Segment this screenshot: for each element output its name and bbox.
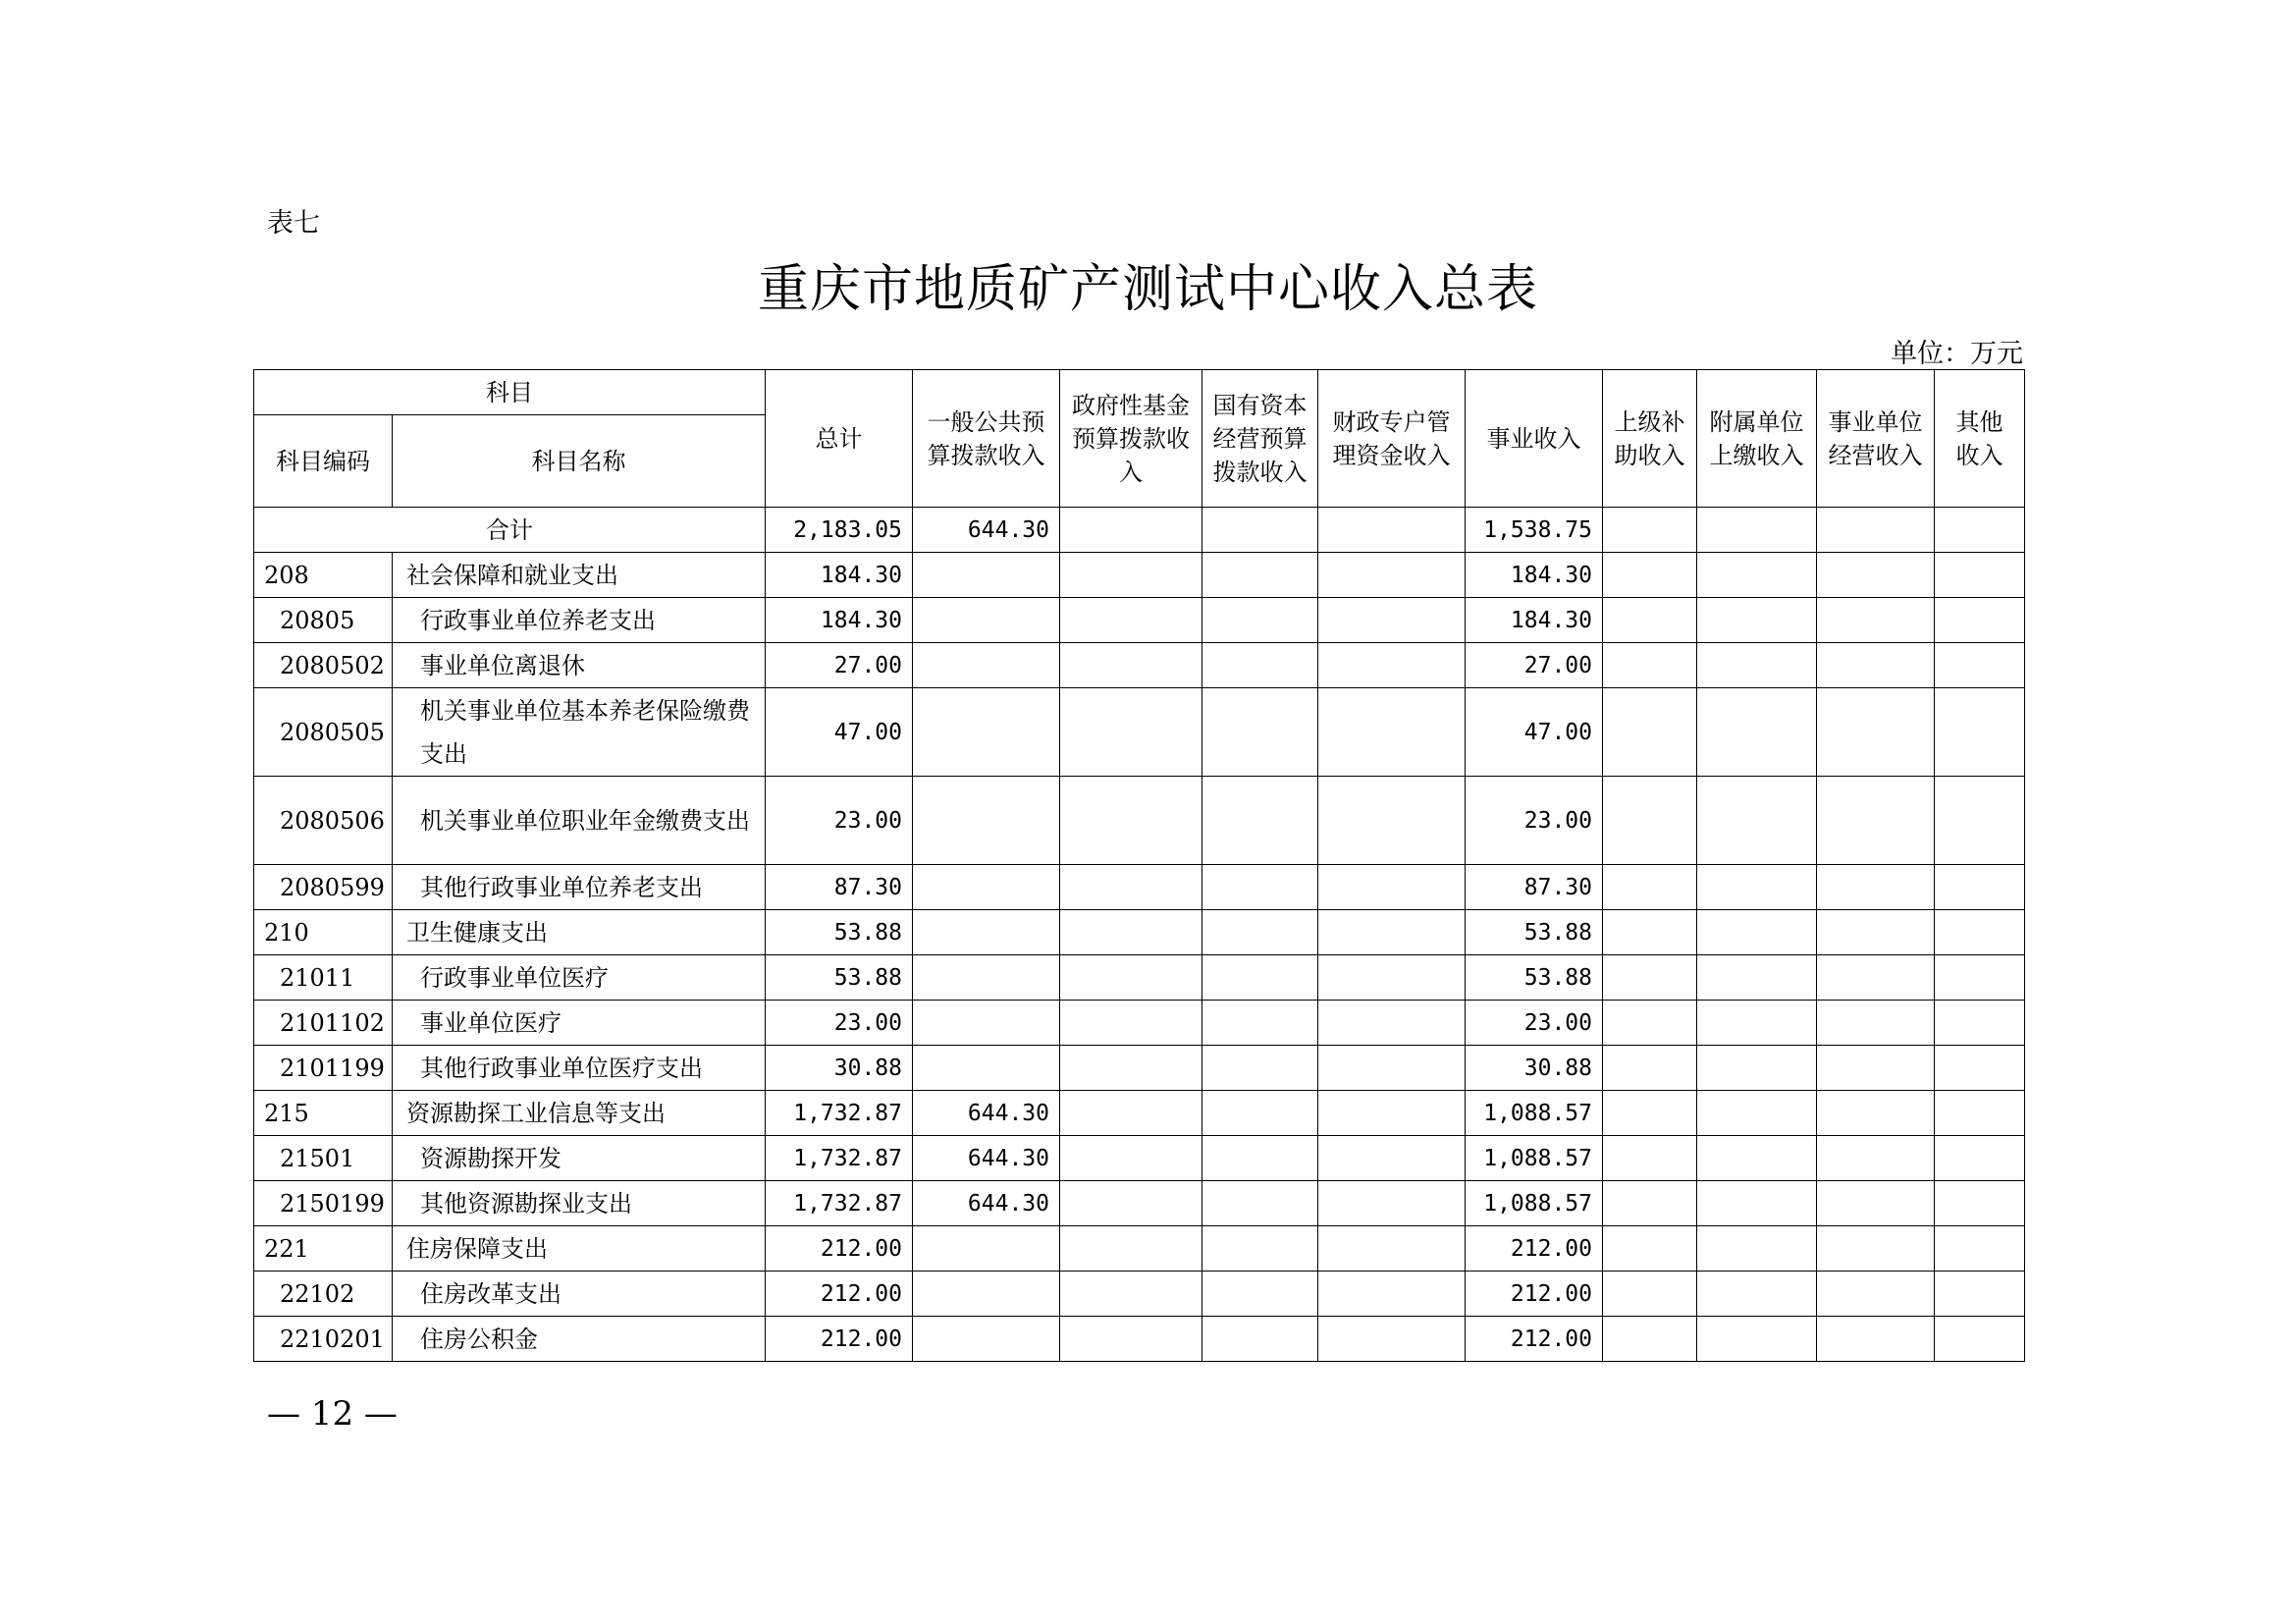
total-cell: 47.00 [766, 688, 913, 777]
total-cell: 53.88 [766, 955, 913, 1001]
general-budget-cell: 644.30 [913, 1181, 1060, 1226]
total-row-total: 2,183.05 [766, 508, 913, 553]
total-cell: 23.00 [766, 1001, 913, 1046]
general-budget-cell [913, 598, 1060, 643]
business-income-cell: 212.00 [1466, 1317, 1603, 1362]
subject-name-cell: 住房保障支出 [393, 1226, 766, 1272]
general-budget-cell [913, 1272, 1060, 1317]
business-income-cell: 1,088.57 [1466, 1136, 1603, 1181]
table-row [254, 910, 2025, 955]
table-row [254, 1272, 2025, 1317]
total-cell: 87.30 [766, 865, 913, 910]
general-budget-cell [913, 1317, 1060, 1362]
business-income-cell: 212.00 [1466, 1272, 1603, 1317]
header-fiscal-special: 财政专户管理资金收入 [1318, 370, 1466, 508]
business-income-cell: 53.88 [1466, 955, 1603, 1001]
general-budget-cell: 644.30 [913, 1136, 1060, 1181]
header-subject-code: 科目编码 [254, 415, 393, 508]
subject-name-cell: 住房公积金 [393, 1317, 766, 1362]
subject-name-cell: 社会保障和就业支出 [393, 553, 766, 598]
general-budget-cell [913, 1226, 1060, 1272]
business-income-cell: 1,088.57 [1466, 1091, 1603, 1136]
table-row [254, 1181, 2025, 1226]
business-income-cell: 1,088.57 [1466, 1181, 1603, 1226]
table-row [254, 1317, 2025, 1362]
unit-label: 单位：万元 [1891, 339, 2023, 369]
subject-code-cell: 2101102 [254, 1001, 393, 1046]
business-income-cell: 23.00 [1466, 777, 1603, 865]
header-state-capital: 国有资本经营预算拨款收入 [1202, 370, 1318, 508]
subject-code-cell: 208 [254, 553, 393, 598]
subject-code-cell: 22102 [254, 1272, 393, 1317]
business-income-cell: 47.00 [1466, 688, 1603, 777]
table-row [254, 865, 2025, 910]
business-income-cell: 184.30 [1466, 598, 1603, 643]
total-cell: 184.30 [766, 598, 913, 643]
total-cell: 30.88 [766, 1046, 913, 1091]
subject-name-cell: 其他资源勘探业支出 [393, 1181, 766, 1226]
table-row [254, 688, 2025, 777]
header-general-budget: 一般公共预算拨款收入 [913, 370, 1060, 508]
subject-code-cell: 221 [254, 1226, 393, 1272]
subject-code-cell: 2080599 [254, 865, 393, 910]
subject-code-cell: 2080506 [254, 777, 393, 865]
general-budget-cell [913, 865, 1060, 910]
general-budget-cell [913, 1001, 1060, 1046]
total-row-label: 合计 [254, 508, 766, 553]
general-budget-cell [913, 777, 1060, 865]
subject-name-cell: 行政事业单位养老支出 [393, 598, 766, 643]
subject-code-cell: 2150199 [254, 1181, 393, 1226]
subject-name-cell: 事业单位医疗 [393, 1001, 766, 1046]
total-row-general-budget: 644.30 [913, 508, 1060, 553]
total-cell: 184.30 [766, 553, 913, 598]
business-income-cell: 23.00 [1466, 1001, 1603, 1046]
header-operating: 事业单位经营收入 [1817, 370, 1935, 508]
table-row [254, 553, 2025, 598]
subject-name-cell: 其他行政事业单位养老支出 [393, 865, 766, 910]
header-business: 事业收入 [1466, 370, 1603, 508]
business-income-cell: 27.00 [1466, 643, 1603, 688]
general-budget-cell [913, 1046, 1060, 1091]
table-number-label: 表七 [267, 208, 320, 239]
total-cell: 1,732.87 [766, 1181, 913, 1226]
general-budget-cell [913, 688, 1060, 777]
table-row [254, 598, 2025, 643]
total-cell: 212.00 [766, 1317, 913, 1362]
general-budget-cell [913, 553, 1060, 598]
total-cell: 27.00 [766, 643, 913, 688]
header-subject: 科目 [254, 370, 766, 415]
table-row [254, 955, 2025, 1001]
subject-name-cell: 其他行政事业单位医疗支出 [393, 1046, 766, 1091]
subject-code-cell: 2101199 [254, 1046, 393, 1091]
income-summary-table [253, 369, 2025, 1362]
subject-code-cell: 21011 [254, 955, 393, 1001]
business-income-cell: 212.00 [1466, 1226, 1603, 1272]
total-cell: 23.00 [766, 777, 913, 865]
subject-name-cell: 卫生健康支出 [393, 910, 766, 955]
total-row [254, 508, 2025, 553]
header-superior-subsidy: 上级补助收入 [1603, 370, 1697, 508]
header-subject-name: 科目名称 [393, 415, 766, 508]
subject-name-cell: 资源勘探工业信息等支出 [393, 1091, 766, 1136]
header-total: 总计 [766, 370, 913, 508]
table-row [254, 1091, 2025, 1136]
table-row [254, 1046, 2025, 1091]
subject-code-cell: 210 [254, 910, 393, 955]
subject-code-cell: 2080505 [254, 688, 393, 777]
subject-code-cell: 20805 [254, 598, 393, 643]
table-row [254, 1226, 2025, 1272]
subject-name-cell: 住房改革支出 [393, 1272, 766, 1317]
table-row [254, 777, 2025, 865]
page-number: — 12 — [267, 1394, 398, 1434]
subject-name-cell: 行政事业单位医疗 [393, 955, 766, 1001]
table-row [254, 1001, 2025, 1046]
subject-code-cell: 2080502 [254, 643, 393, 688]
total-cell: 1,732.87 [766, 1136, 913, 1181]
table-row [254, 1136, 2025, 1181]
subject-name-cell: 事业单位离退休 [393, 643, 766, 688]
general-budget-cell [913, 910, 1060, 955]
business-income-cell: 184.30 [1466, 553, 1603, 598]
general-budget-cell [913, 643, 1060, 688]
total-cell: 1,732.87 [766, 1091, 913, 1136]
subject-name-cell: 资源勘探开发 [393, 1136, 766, 1181]
table-row [254, 643, 2025, 688]
header-affiliated: 附属单位上缴收入 [1697, 370, 1817, 508]
total-row-business: 1,538.75 [1466, 508, 1603, 553]
total-cell: 212.00 [766, 1272, 913, 1317]
document-title: 重庆市地质矿产测试中心收入总表 [757, 260, 1538, 319]
subject-name-cell: 机关事业单位基本养老保险缴费支出 [393, 688, 766, 777]
total-cell: 212.00 [766, 1226, 913, 1272]
header-other: 其他收入 [1935, 370, 2025, 508]
general-budget-cell: 644.30 [913, 1091, 1060, 1136]
business-income-cell: 30.88 [1466, 1046, 1603, 1091]
subject-name-cell: 机关事业单位职业年金缴费支出 [393, 777, 766, 865]
header-gov-fund: 政府性基金预算拨款收入 [1060, 370, 1202, 508]
subject-code-cell: 2210201 [254, 1317, 393, 1362]
general-budget-cell [913, 955, 1060, 1001]
subject-code-cell: 215 [254, 1091, 393, 1136]
business-income-cell: 53.88 [1466, 910, 1603, 955]
subject-code-cell: 21501 [254, 1136, 393, 1181]
total-cell: 53.88 [766, 910, 913, 955]
business-income-cell: 87.30 [1466, 865, 1603, 910]
